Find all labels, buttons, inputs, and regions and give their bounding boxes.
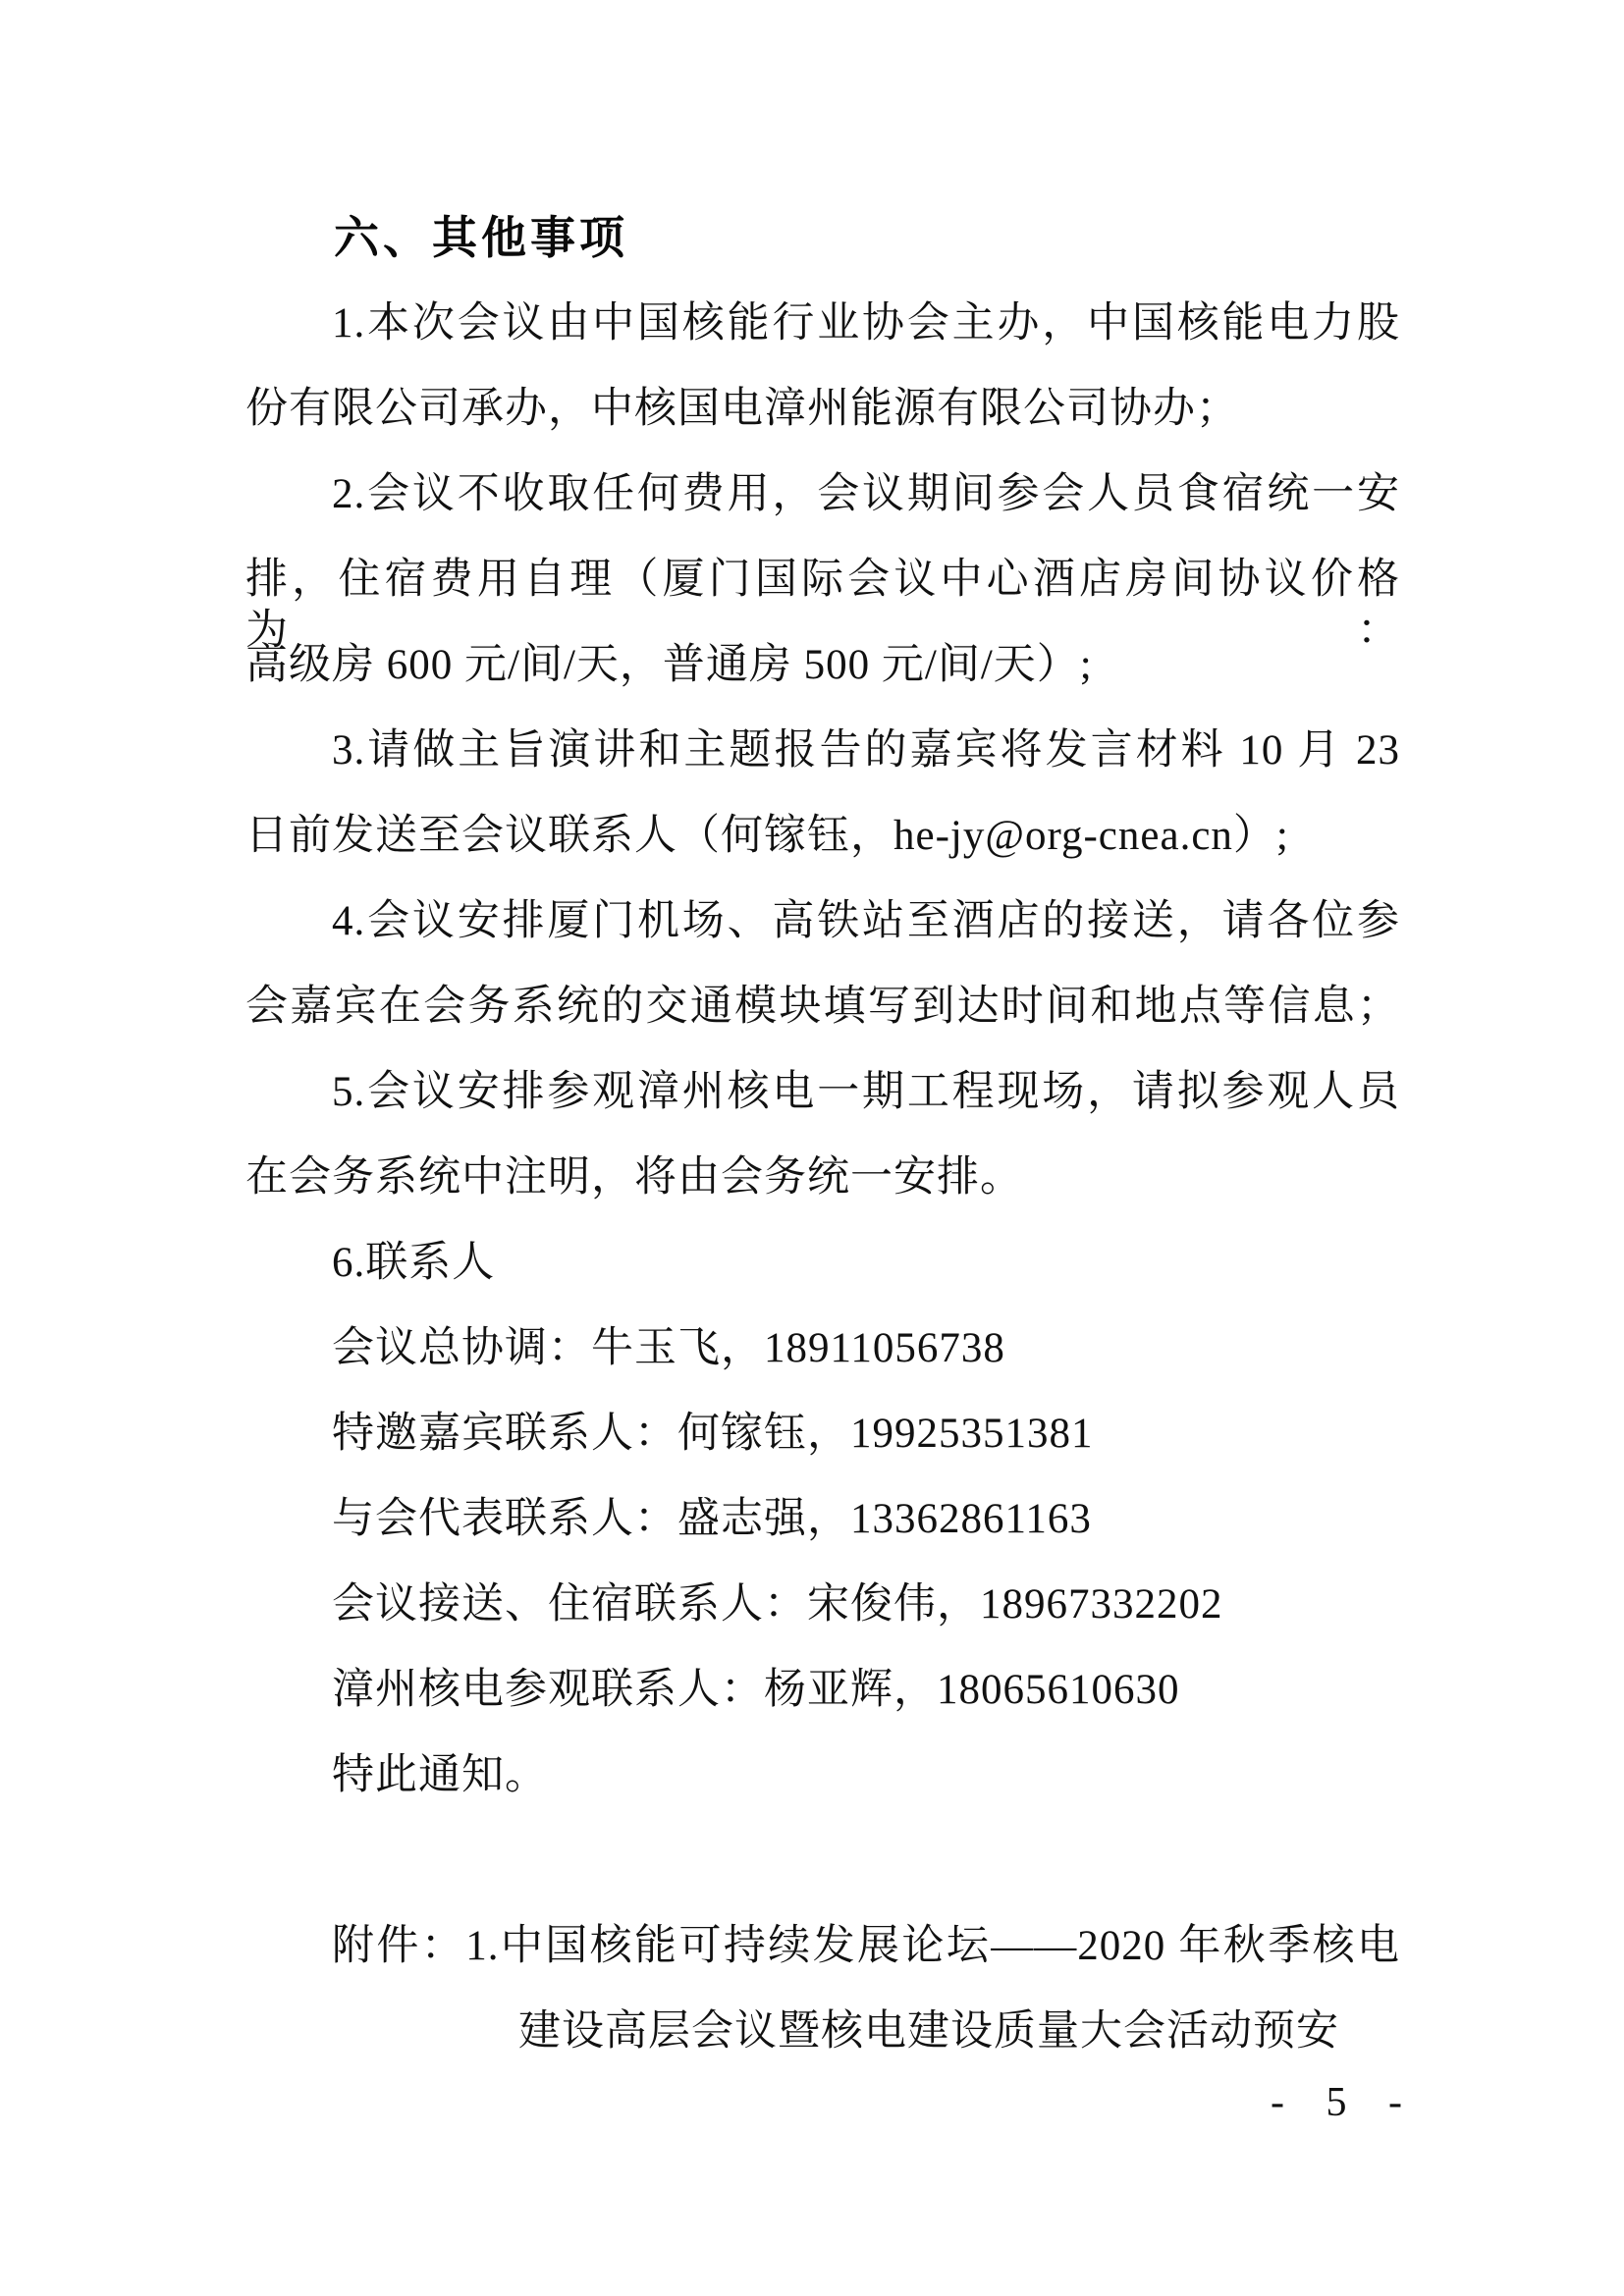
item5-line1: 5.会议安排参观漳州核电一期工程现场，请拟参观人员 <box>332 1069 1400 1115</box>
contact-line-delegate: 与会代表联系人：盛志强，13362861163 <box>332 1496 1092 1542</box>
item2-line3: 高级房 600 元/间/天，普通房 500 元/间/天）; <box>245 642 1093 688</box>
item2-line1: 2.会议不收取任何费用，会议期间参会人员食宿统一安 <box>332 471 1400 517</box>
item6-label: 6.联系人 <box>332 1240 496 1286</box>
item3-line2: 日前发送至会议联系人（何镓钰，he-jy@org-cnea.cn）; <box>245 813 1289 859</box>
item1-line2: 份有限公司承办，中核国电漳州能源有限公司协办； <box>245 386 1239 432</box>
page-number: - 5 - <box>1271 2080 1418 2125</box>
contact-line-transport-lodging: 会议接送、住宿联系人：宋俊伟，18967332202 <box>332 1581 1223 1628</box>
item5-line2: 在会务系统中注明，将由会务统一安排。 <box>245 1154 1023 1201</box>
contact-line-coordinator: 会议总协调：牛玉飞，18911056738 <box>332 1325 1005 1371</box>
closing-notice: 特此通知。 <box>332 1752 548 1798</box>
section-heading: 六、其他事项 <box>334 212 628 263</box>
attachment-line-1: 附件：1.中国核能可持续发展论坛——2020 年秋季核电 <box>332 1923 1400 1969</box>
item3-line1: 3.请做主旨演讲和主题报告的嘉宾将发言材料 10 月 23 <box>332 727 1400 774</box>
contact-line-plant-visit: 漳州核电参观联系人：杨亚辉，18065610630 <box>332 1667 1180 1713</box>
item2-line2: 排，住宿费用自理（厦门国际会议中心酒店房间协议价格为： <box>245 557 1400 654</box>
item1-line1: 1.本次会议由中国核能行业协会主办，中国核能电力股 <box>332 300 1400 347</box>
contact-line-vip-guest: 特邀嘉宾联系人：何镓钰，19925351381 <box>332 1411 1094 1457</box>
item4-line2: 会嘉宾在会务系统的交通模块填写到达时间和地点等信息； <box>245 984 1400 1030</box>
attachment-line-2: 建设高层会议暨核电建设质量大会活动预安 <box>518 2008 1339 2055</box>
item4-line1: 4.会议安排厦门机场、高铁站至酒店的接送，请各位参 <box>332 898 1400 944</box>
